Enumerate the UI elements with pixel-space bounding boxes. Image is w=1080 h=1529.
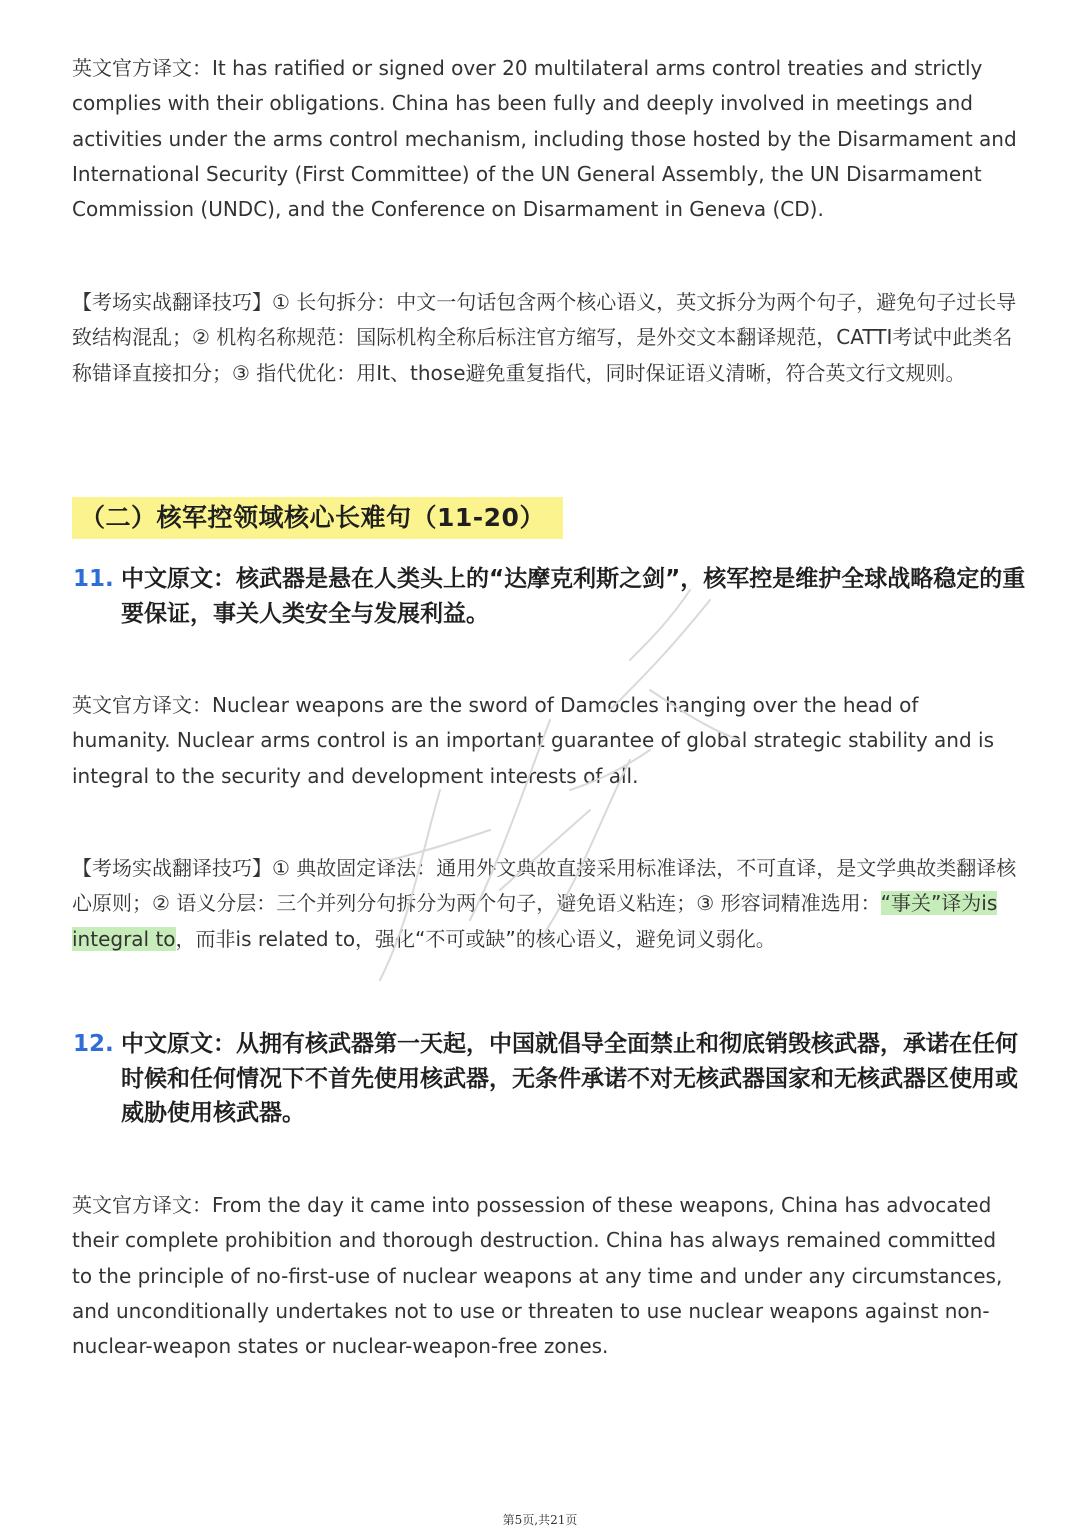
tips-text-after: ，而非is related to，强化“不可或缺”的核心语义，避免词义弱化。 xyxy=(175,926,776,951)
question-source-text-12: 中文原文：从拥有核武器第一天起，中国就倡导全面禁止和彻底销毁核武器，承诺在任何时候和任何情况下不首先使用核武器，无条件承诺不对无核武器国家和无核武器区使用或威胁使用核武器。 xyxy=(121,1031,1018,1126)
question-source-text-11: 中文原文：核武器是悬在人类头上的“达摩克利斯之剑”，核军控是维护全球战略稳定的重要保证，事关人类安全与发展利益。 xyxy=(121,566,1026,627)
tips-text-before: 【考场实战翻译技巧】① 典故固定译法：通用外文典故直接采用标准译法，不可直译，是文学典故类翻译核心原则；② 语义分层：三个并列分句拆分为两个句子，避免语义粘连；③ 形容词精准选用： xyxy=(72,856,1017,916)
section-heading: （二）核军控领域核心长难句（11-20） xyxy=(72,497,563,539)
translation-paragraph-10 xyxy=(72,51,1022,227)
translation-label: 英文官方译文： xyxy=(72,56,212,80)
page-footer: 第5页,共21页 xyxy=(502,1513,578,1527)
translation-label: 英文官方译文： xyxy=(72,693,212,717)
translation-paragraph-12 xyxy=(72,1188,1022,1364)
translation-paragraph-11 xyxy=(72,688,1022,794)
translation-text: From the day it came into possession of these weapons, China has advocated their complete prohibition and thorough destruction. China has always remained committed to the principle of no-first-use of nuclear weapons at any time and under any circumstances, and unconditionally undertakes not to use or threaten to use nuclear weapons against non-nuclear-weapon states or nuclear-weapon-free zones. xyxy=(72,1193,1003,1359)
translation-label: 英文官方译文： xyxy=(72,1193,212,1217)
question-number-12: 12. xyxy=(73,1031,114,1057)
highlighted-phrase: “事关”译为is integral to xyxy=(72,891,998,951)
translation-tips-paragraph-10: 【考场实战翻译技巧】① 长句拆分：中文一句话包含两个核心语义，英文拆分为两个句子，避免句子过长导致结构混乱；② 机构名称规范：国际机构全称后标注官方缩写，是外交文本翻译规范，CATTI考试中此类名称错译直接扣分；③ 指代优化：用It、those避免重复指代，同时保证语义清晰，符合英文行文规则。 xyxy=(72,290,1017,385)
translation-text: It has ratified or signed over 20 multilateral arms control treaties and strictly complies with their obligations. China has been fully and deeply involved in meetings and activities under the arms control mechanism, including those hosted by the Disarmament and International Security (First Committee) of the UN General Assembly, the UN Disarmament Commission (UNDC), and the Conference on Disarmament in Geneva (CD). xyxy=(72,56,1017,222)
question-number-11: 11. xyxy=(73,566,114,592)
translation-text: Nuclear weapons are the sword of Damocles hanging over the head of humanity. Nuclear arms control is an important guarantee of global strategic stability and is integral to the security and development interests of all. xyxy=(72,693,995,788)
translation-tips-paragraph-11 xyxy=(72,851,1022,957)
